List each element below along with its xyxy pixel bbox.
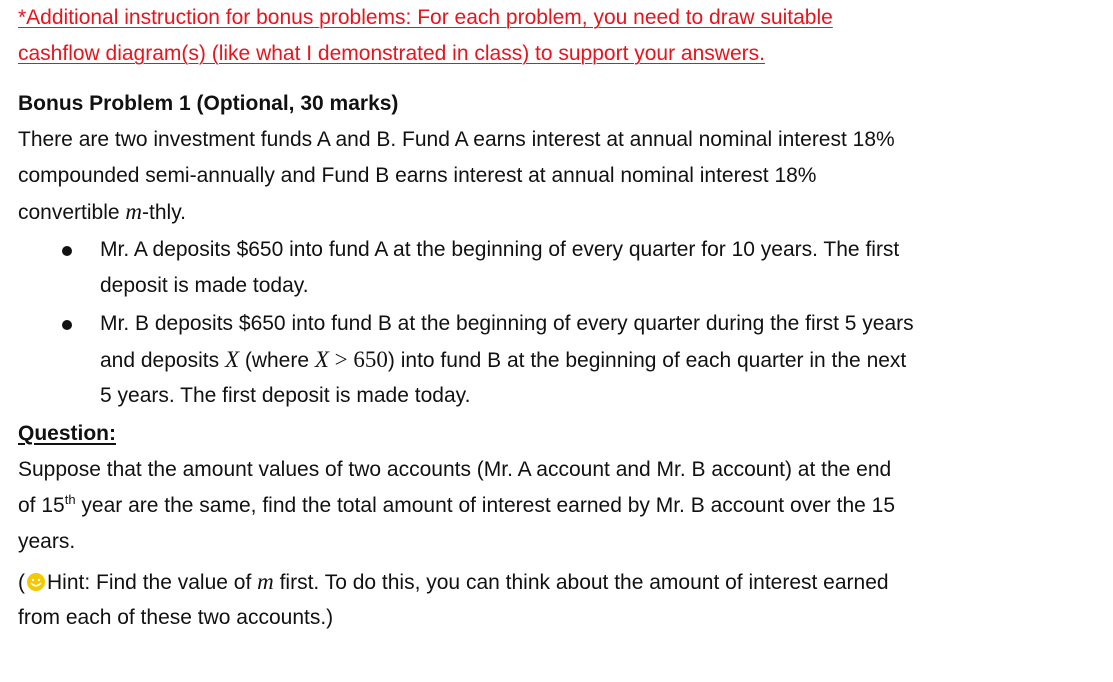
bullet-dot-2 [62, 320, 72, 330]
bullet-2-line-3: 5 years. The first deposit is made today. [100, 384, 471, 407]
hint-line-1 [18, 568, 889, 597]
bullet-2-line-2-post: ) into fund B at the beginning of each quarter in the next [387, 349, 907, 372]
variable-m: m [125, 199, 143, 224]
variable-x: X [224, 347, 239, 372]
superscript-th: th [64, 492, 76, 507]
smiley-icon [26, 572, 46, 592]
question-line-1: Suppose that the amount values of two accounts (Mr. A account and Mr. B account) at the end [18, 458, 892, 481]
hint-line-2: from each of these two accounts.) [18, 606, 334, 629]
bullet-dot-1 [62, 246, 72, 256]
intro-line-3-post: -thly. [142, 201, 186, 224]
bullet-2-line-2-mid: (where [239, 349, 315, 372]
problem-title: Bonus Problem 1 (Optional, 30 marks) [18, 92, 399, 115]
intro-line-3-pre: convertible [18, 201, 126, 224]
hint-variable-m: m [257, 569, 274, 594]
hint-pre: Hint: Find the value of [47, 571, 258, 594]
bullet-2-line-2-pre: and deposits [100, 349, 225, 372]
bullet-1-line-1: Mr. A deposits $650 into fund A at the beginning of every quarter for 10 years. The first [100, 238, 900, 261]
variable-x-2: X [314, 347, 329, 372]
relation-gt-650: > 650 [328, 347, 388, 372]
hint-open-paren: ( [18, 571, 25, 594]
intro-line-1: There are two investment funds A and B. Fund A earns interest at annual nominal interest 18% [18, 128, 895, 151]
intro-line-2: compounded semi-annually and Fund B earns interest at annual nominal interest 18% [18, 164, 817, 187]
intro-line-3 [18, 198, 186, 227]
question-line-3: years. [18, 530, 76, 553]
question-line-2-pre: of 15 [18, 494, 65, 517]
question-line-2 [18, 492, 895, 520]
hint-post: first. To do this, you can think about the amount of interest earned [273, 571, 889, 594]
bullet-2-line-1: Mr. B deposits $650 into fund B at the beginning of every quarter during the first 5 years [100, 312, 914, 335]
bullet-1-line-2: deposit is made today. [100, 274, 309, 297]
instruction-line-1: *Additional instruction for bonus problems: For each problem, you need to draw suitable [18, 6, 833, 29]
instruction-line-2: cashflow diagram(s) (like what I demonstrated in class) to support your answers. [18, 42, 765, 65]
question-line-2-post: year are the same, find the total amount of interest earned by Mr. B account over the 15 [75, 494, 896, 517]
question-heading: Question: [18, 422, 116, 445]
bullet-2-line-2 [100, 346, 906, 375]
